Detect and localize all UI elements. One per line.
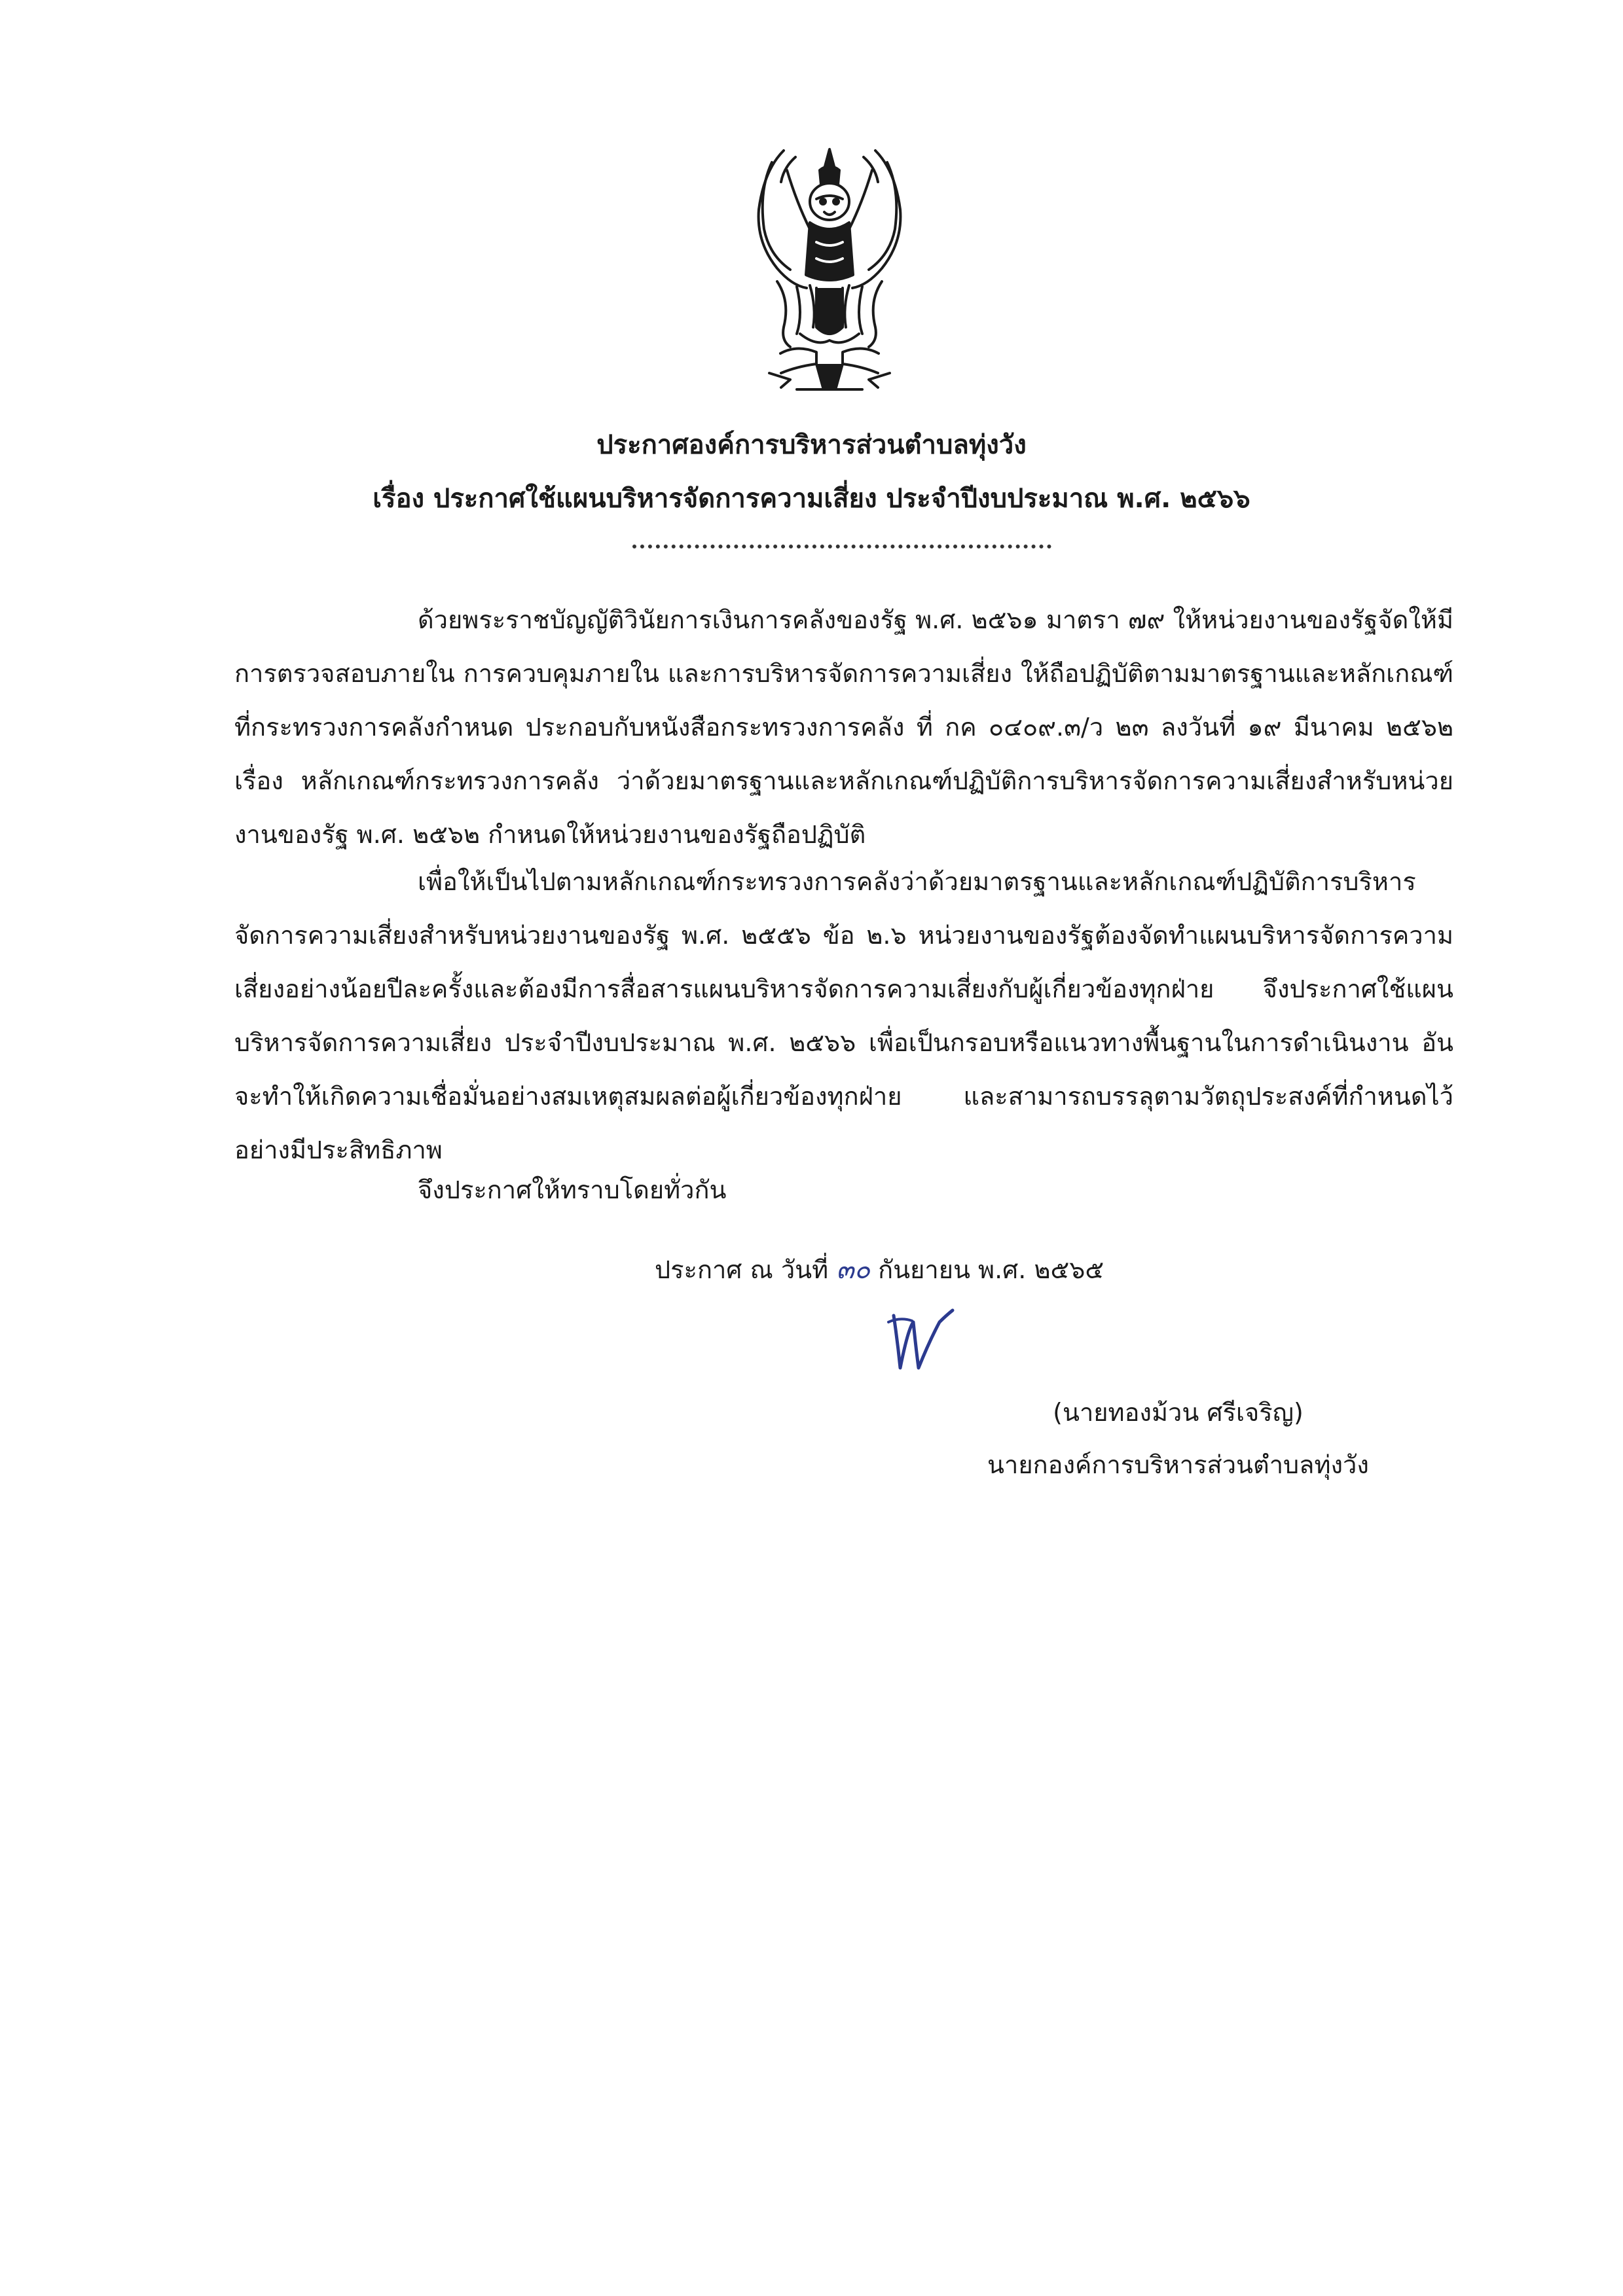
body-paragraph-1: ด้วยพระราชบัญญัติวินัยการเงินการคลังของรัฐ พ.ศ. ๒๕๖๑ มาตรา ๗๙ ให้หน่วยงานของรัฐจัดให้มีการตรวจสอบภายใน การควบคุมภายใน และการบริหารจัดการความเสี่ยง ให้ถือปฏิบัติตามมาตรฐานและหลักเกณฑ์ที่กระทรวงการคลังกำหนด ประกอบกับหนังสือกระทรวงการคลัง ที่ กค ๐๔๐๙.๓/ว ๒๓ ลงวันที่ ๑๙ มีนาคม ๒๕๖๒ เรื่อง หลักเกณฑ์กระทรวงการคลัง ว่าด้วยมาตรฐานและหลักเกณฑ์ปฏิบัติการบริหารจัดการความเสี่ยงสำหรับหน่วยงานของรัฐ พ.ศ. ๒๕๖๒ กำหนดให้หน่วยงานของรัฐถือปฏิบัติ [234,605,1453,849]
handwritten-signature [874,1302,979,1381]
date-prefix: ประกาศ ณ วันที่ [655,1255,829,1284]
signer-position [0,1446,1623,1483]
document-subject: เรื่อง ประกาศใช้แผนบริหารจัดการความเสี่ยง ประจำปีงบประมาณ พ.ศ. ๒๕๖๖ [373,484,1250,514]
signer-name-text: (นายทองม้วน ศรีเจริญ) [1053,1398,1304,1427]
signer-position-text: นายกองค์การบริหารส่วนตำบลทุ่งวัง [987,1450,1369,1479]
announcement-date [655,1251,1104,1288]
signer-name [0,1394,1623,1431]
garuda-emblem-icon [718,131,941,406]
body-paragraph-2: เพื่อให้เป็นไปตามหลักเกณฑ์กระทรวงการคลังว่าด้วยมาตรฐานและหลักเกณฑ์ปฏิบัติการบริหารจัดการความเสี่ยงสำหรับหน่วยงานของรัฐ พ.ศ. ๒๕๕๖ ข้อ ๒.๖ หน่วยงานของรัฐต้องจัดทำแผนบริหารจัดการความเสี่ยงอย่างน้อยปีละครั้งและต้องมีการสื่อสารแผนบริหารจัดการความเสี่ยงกับผู้เกี่ยวข้องทุกฝ่าย จึงประกาศใช้แผนบริหารจัดการความเสี่ยง ประจำปีงบประมาณ พ.ศ. ๒๕๖๖ เพื่อเป็นกรอบหรือแนวทางพื้นฐานในการดำเนินงาน อันจะทำให้เกิดความเชื่อมั่นอย่างสมเหตุสมผลต่อผู้เกี่ยวข้องทุกฝ่าย และสามารถบรรลุตามวัตถุประสงค์ที่กำหนดไว้ อย่างมีประสิทธิภาพ [234,867,1453,1164]
date-suffix: กันยายน พ.ศ. ๒๕๖๕ [878,1255,1104,1284]
closing-statement: จึงประกาศให้ทราบโดยทั่วกัน [418,1175,727,1204]
title-separator [632,545,1051,548]
document-title: ประกาศองค์การบริหารส่วนตำบลทุ่งวัง [596,430,1027,460]
date-day-handwritten: ๓๐ [836,1255,871,1285]
